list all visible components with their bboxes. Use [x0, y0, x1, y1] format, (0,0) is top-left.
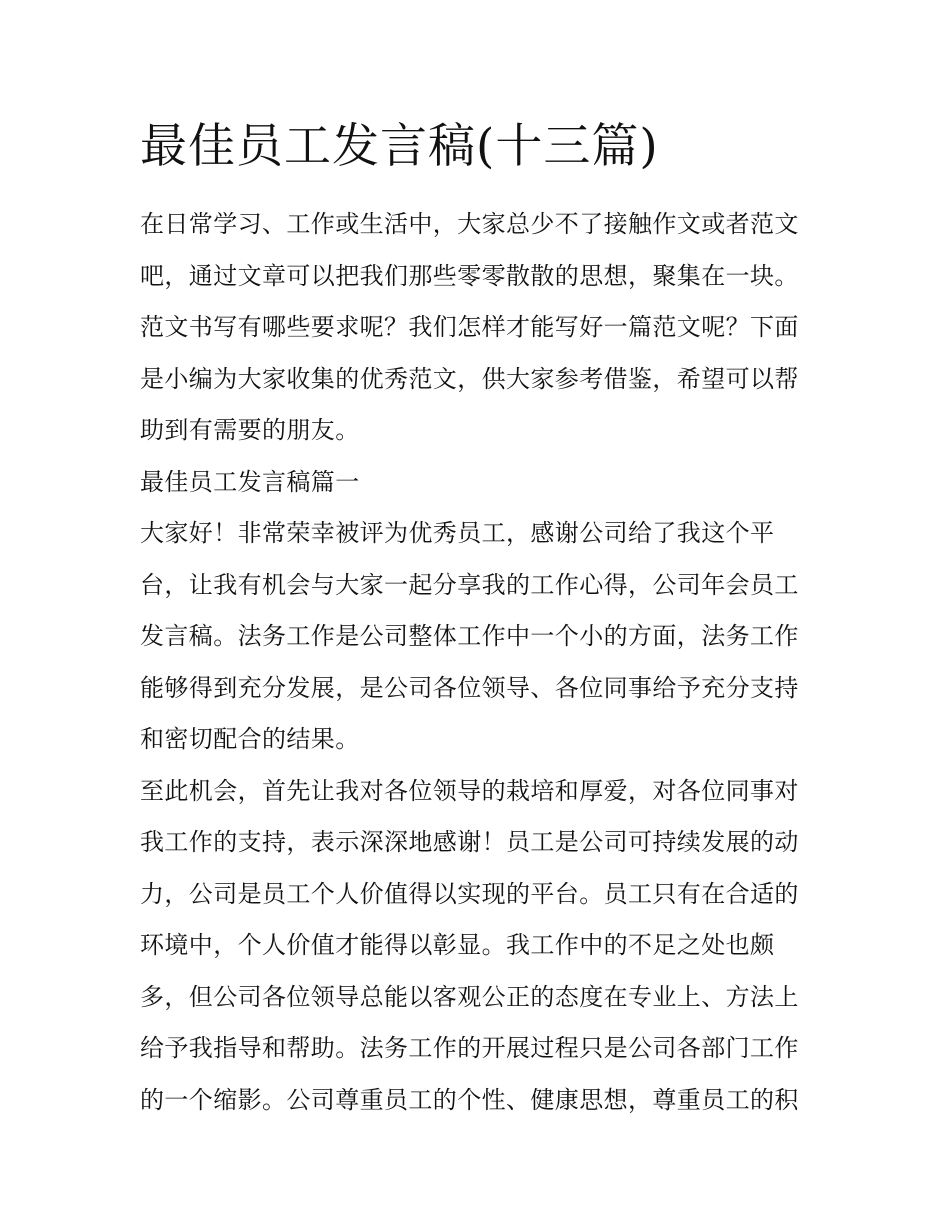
paragraph-line: 台，让我有机会与大家一起分享我的工作心得，公司年会员工: [140, 570, 799, 599]
paragraph-line: 吧，通过文章可以把我们那些零零散散的思想，聚集在一块。: [140, 261, 799, 290]
paragraph-line: 的一个缩影。公司尊重员工的个性、健康思想，尊重员工的积: [140, 1085, 799, 1114]
section-heading: 最佳员工发言稿篇一: [140, 467, 360, 496]
paragraph-line: 我工作的支持，表示深深地感谢！员工是公司可持续发展的动: [140, 828, 799, 856]
paragraph-line: 范文书写有哪些要求呢？我们怎样才能写好一篇范文呢？下面: [140, 313, 799, 341]
paragraph-line: 在日常学习、工作或生活中，大家总少不了接触作文或者范文: [140, 210, 799, 238]
document-body: [140, 199, 820, 1126]
paragraph-line: 力，公司是员工个人价值得以实现的平台。员工只有在合适的: [140, 879, 799, 908]
paragraph-line: 至此机会，首先让我对各位领导的栽培和厚爱，对各位同事对: [140, 776, 799, 805]
paragraph-line: 助到有需要的朋友。: [140, 416, 360, 444]
paragraph-line: 和密切配合的结果。: [140, 725, 360, 753]
paragraph-line: 环境中，个人价值才能得以彰显。我工作中的不足之处也颇: [140, 931, 775, 959]
paragraph-line: 是小编为大家收集的优秀范文，供大家参考借鉴，希望可以帮: [140, 364, 799, 393]
paragraph-line: 多，但公司各位领导总能以客观公正的态度在专业上、方法上: [140, 982, 799, 1011]
paragraph-line: 给予我指导和帮助。法务工作的开展过程只是公司各部门工作: [140, 1034, 799, 1062]
paragraph-line: 大家好！非常荣幸被评为优秀员工，感谢公司给了我这个平: [140, 519, 775, 547]
paragraph-line: 能够得到充分发展，是公司各位领导、各位同事给予充分支持: [140, 673, 799, 702]
paragraph-line: 发言稿。法务工作是公司整体工作中一个小的方面，法务工作: [140, 622, 799, 650]
document-title: 最佳员工发言稿(十三篇): [140, 119, 659, 174]
